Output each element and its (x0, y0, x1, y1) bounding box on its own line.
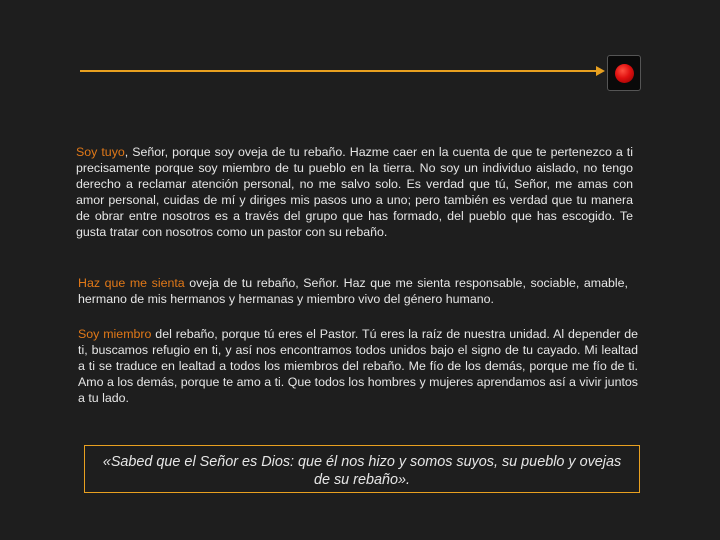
paragraph-soy-tuyo (76, 144, 633, 240)
paragraph-text: , Señor, porque soy oveja de tu rebaño. Hazme caer en la cuenta de que te pertenezco a ti precisamente porque soy miembro de tu pueblo en la tierra. No soy un individuo aislado, no tengo derecho a reclamar atención personal, no me salvo solo. Es verdad que tú, Señor, me amas con amor personal, cuidas de mí y diriges mis pasos uno a uno; pero también es verdad que tu manera de obrar entre nosotros es a través del grupo que has formado, del pueblo que has escogido. Te gusta tratar con nosotros como un pastor con su rebaño. (76, 145, 633, 239)
paragraph-haz-que-me-sienta (78, 275, 628, 307)
arrow-line (80, 70, 600, 72)
paragraph-highlight: Haz que me sienta (78, 276, 185, 290)
quote-text: «Sabed que el Señor es Dios: que él nos hizo y somos suyos, su pueblo y ovejas de su rebaño». (102, 454, 622, 488)
paragraph-text: oveja de tu rebaño, Señor. Haz que me sienta responsable, sociable, amable, hermano de mis hermanos y hermanas y miembro vivo del género humano. (78, 276, 628, 306)
quote-box (84, 445, 640, 493)
paragraph-highlight: Soy miembro (78, 327, 152, 341)
paragraph-highlight: Soy tuyo (76, 145, 125, 159)
arrow-right-icon (596, 66, 605, 76)
paragraph-soy-miembro (78, 326, 638, 406)
record-icon (615, 64, 634, 83)
paragraph-text: del rebaño, porque tú eres el Pastor. Tú eres la raíz de nuestra unidad. Al depender de ti, buscamos refugio en ti, y así nos encontramos todos unidos bajo el signo de tu cayado. Mi lealtad a ti se traduce en lealtad a todos los miembros del rebaño. Me fío de los demás, porque me fío de ti. Amo a los demás, porque te amo a ti. Que todos los hombres y mujeres aprendamos así a vivir juntos a tu lado. (78, 327, 638, 405)
record-button[interactable] (607, 55, 641, 91)
